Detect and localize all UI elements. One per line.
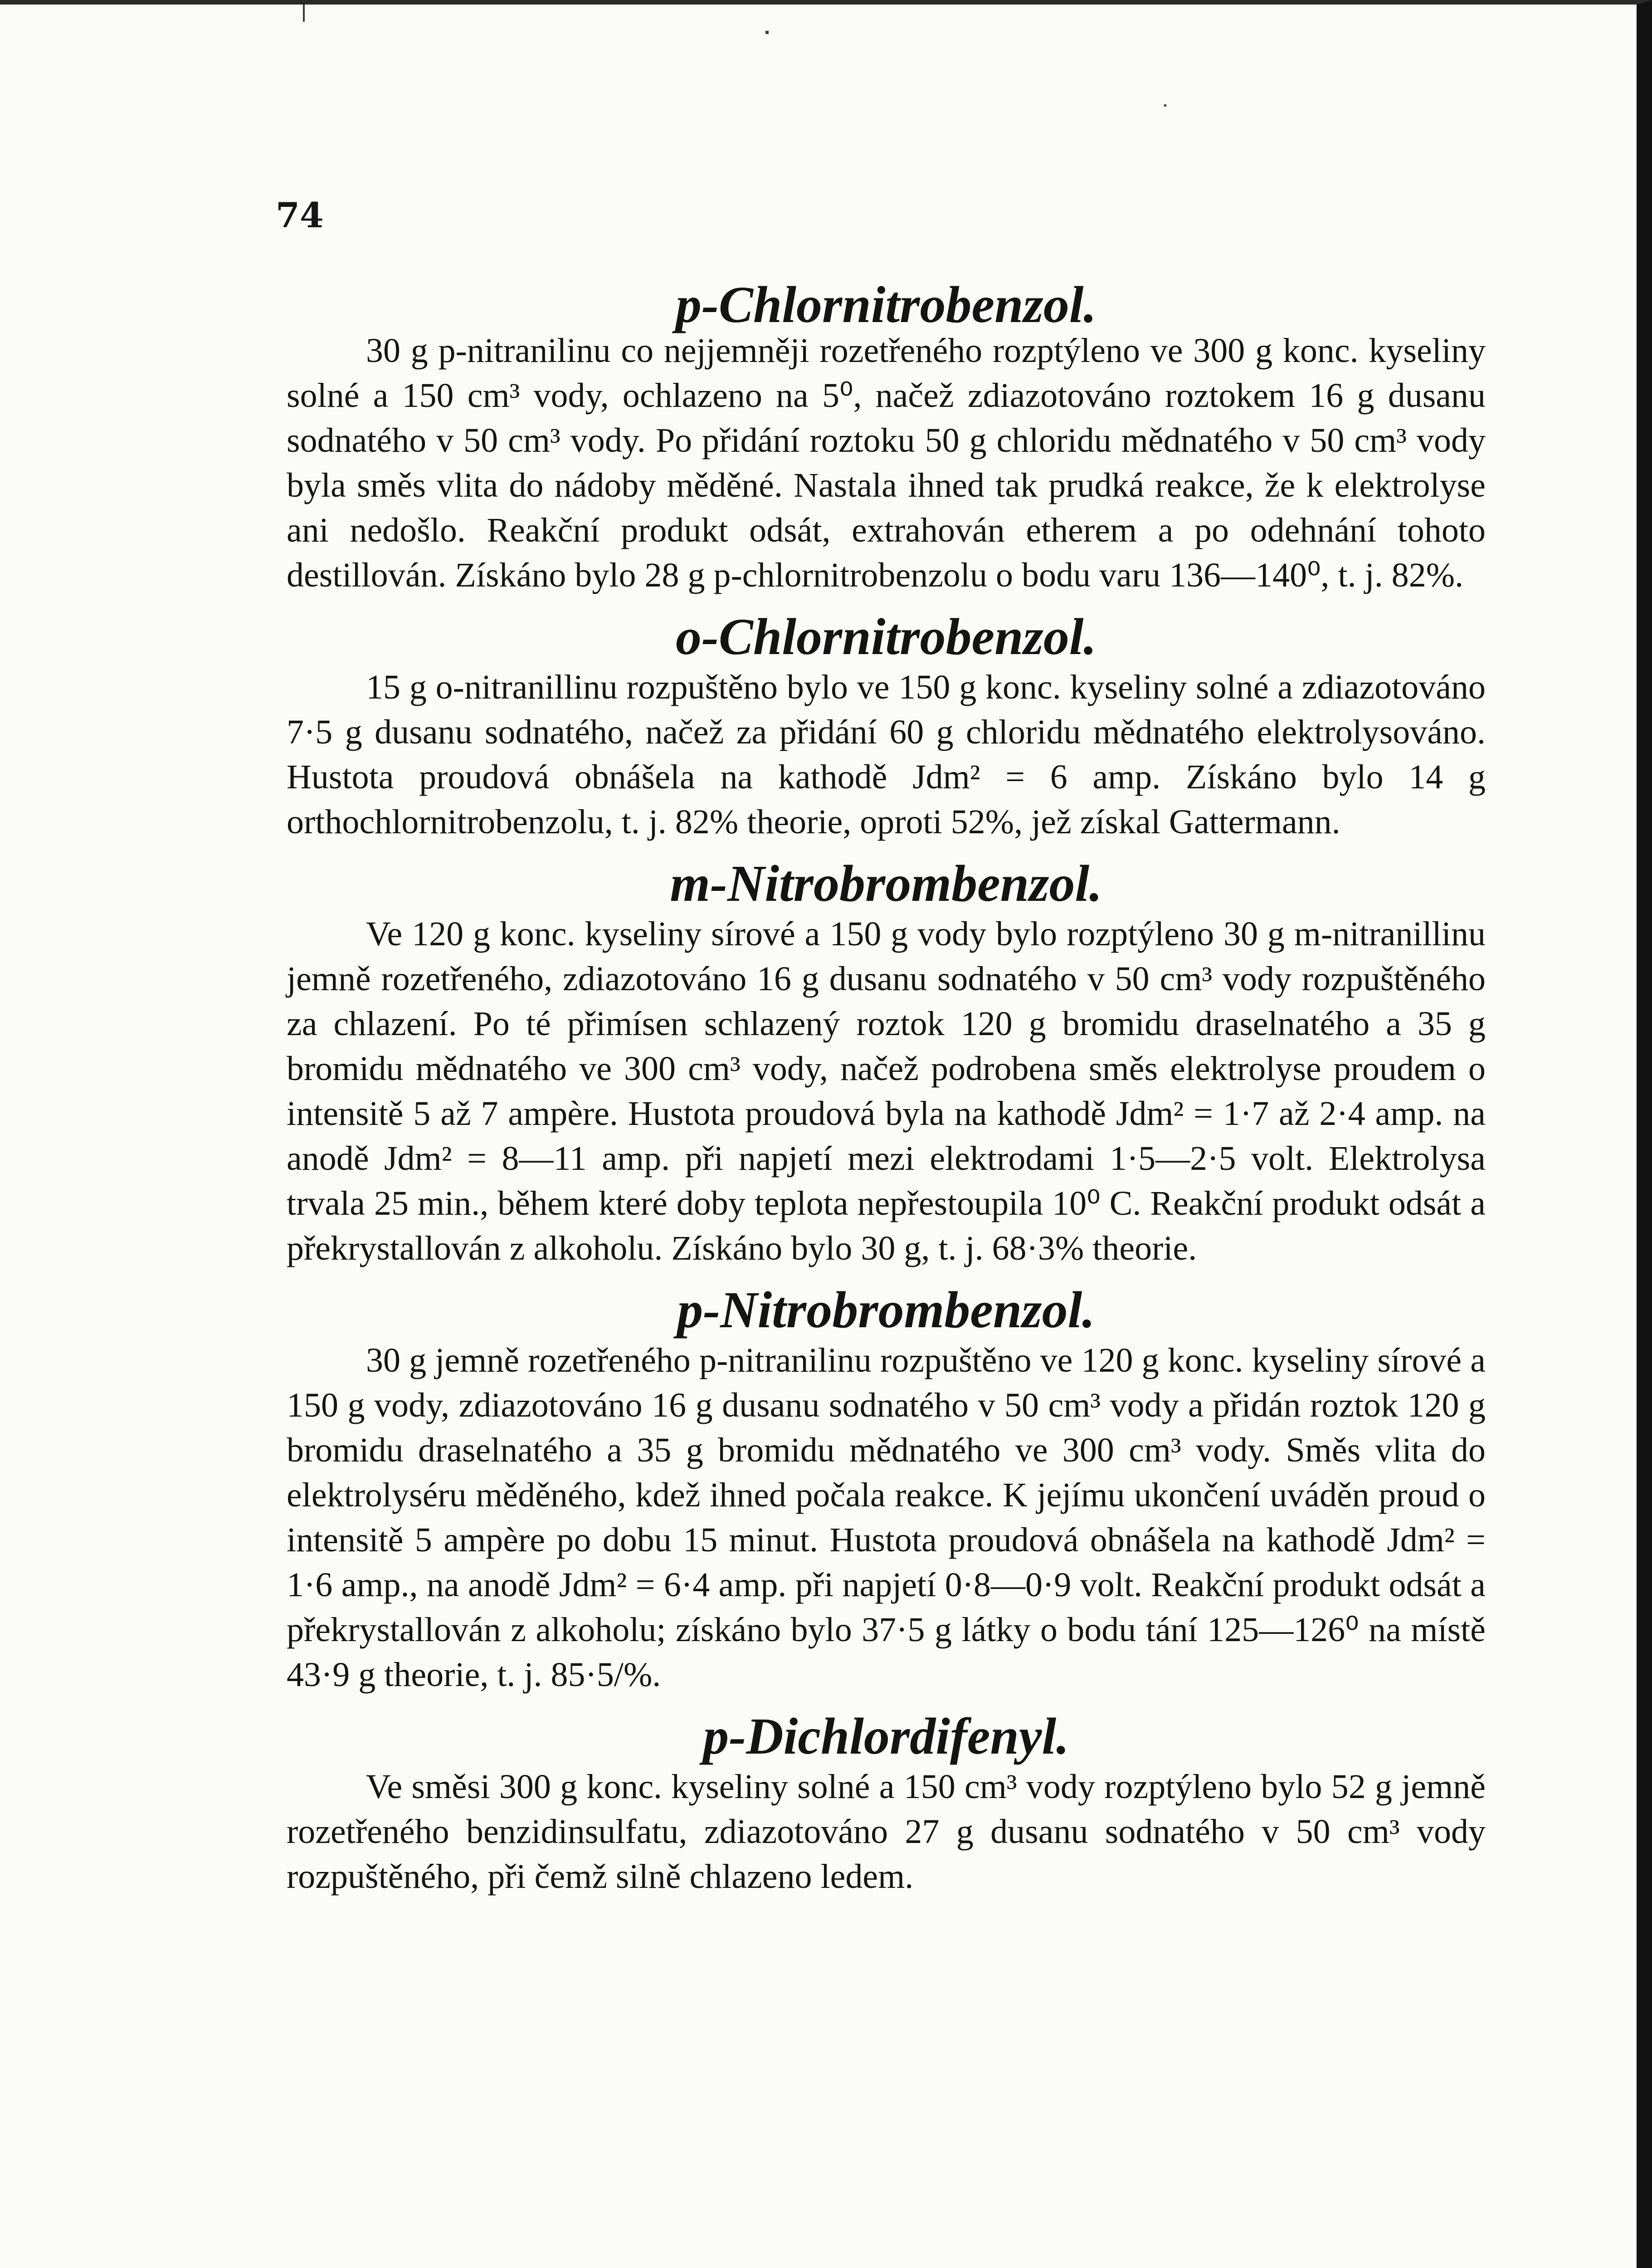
page-number: 74 <box>276 195 324 235</box>
section-title: o-Chlornitrobenzol. <box>675 608 1097 665</box>
section-paragraph: 30 g p-nitranilinu co nejjemněji rozetřeného rozptýleno ve 300 g konc. kyseliny solné a 150 cm³ vody, ochlazeno na 5⁰, načež zdiazotováno roztokem 16 g dusanu sodnatého v 50 cm³ vody. Po přidání roztoku 50 g chloridu mědnatého v 50 cm³ vody byla směs vlita do nádoby měděné. Nastala ihned tak prudká reakce, že k elektrolyse ani nedošlo. Reakční produkt odsát, extrahován etherem a po odehnání tohoto destillován. Získáno bylo 28 g p-chlornitrobenzolu o bodu varu 136—140⁰, t. j. 82%. <box>287 332 1486 594</box>
section-paragraph: 30 g jemně rozetřeného p-nitranilinu rozpuštěno ve 120 g konc. kyseliny sírové a 150 g vody, zdiazotováno 16 g dusanu sodnatého v 50 cm³ vody a přidán roztok 120 g bromidu draselnatého a 35 g bromidu mědnatého ve 300 cm³ vody. Směs vlita do elektrolyséru měděného, kdež ihned počala reakce. K jejímu ukončení uváděn proud o intensitě 5 ampère po dobu 15 minut. Hustota proudová obnášela na kathodě Jdm² = 1·6 amp., na anodě Jdm² = 6·4 amp. při napjetí 0·8—0·9 volt. Reakční produkt odsát a překrystallován z alkoholu; získáno bylo 37·5 g látky o bodu tání 125—126⁰ na místě 43·9 g theorie, t. j. 85·5/%. <box>287 1341 1486 1694</box>
scan-speck <box>765 31 769 34</box>
section-paragraph: Ve 120 g konc. kyseliny sírové a 150 g vody bylo rozptýleno 30 g m-nitranillinu jemně rozetřeného, zdiazotováno 16 g dusanu sodnatého v 50 cm³ vody rozpuštěného za chlazení. Po té přimísen schlazený roztok 120 g bromidu draselnatého a 35 g bromidu mědnatého ve 300 cm³ vody, načež podrobena směs elektrolyse proudem o intensitě 5 až 7 ampère. Hustota proudová byla na kathodě Jdm² = 1·7 až 2·4 amp. na anodě Jdm² = 8—11 amp. při napjetí mezi elektrodami 1·5—2·5 volt. Elektrolysa trvala 25 min., během které doby teplota nepřestoupila 10⁰ C. Reakční produkt odsát a překrystallován z alkoholu. Získáno bylo 30 g, t. j. 68·3% theorie. <box>287 915 1486 1267</box>
scan-speck <box>303 5 305 22</box>
section-p-nitrobrombenzol <box>287 1281 1486 1697</box>
section-title: m-Nitrobrombenzol. <box>670 855 1102 912</box>
scan-speck <box>1164 104 1166 107</box>
section-title: p-Chlornitrobenzol. <box>675 276 1097 333</box>
section-title: p-Nitrobrombenzol. <box>677 1281 1095 1339</box>
section-title: p-Dichlordifenyl. <box>703 1707 1069 1765</box>
page-text <box>287 276 1486 1899</box>
section-paragraph: 15 g o-nitranillinu rozpuštěno bylo ve 150 g konc. kyseliny solné a zdiazotováno 7·5 g dusanu sodnatého, načež za přidání 60 g chloridu mědnatého elektrolysováno. Hustota proudová obnášela na kathodě Jdm² = 6 amp. Získáno bylo 14 g orthochlornitrobenzolu, t. j. 82% theorie, oproti 52%, jež získal Gattermann. <box>287 668 1486 841</box>
section-o-chlornitrobenzol <box>287 608 1486 845</box>
section-paragraph: Ve směsi 300 g konc. kyseliny solné a 150 cm³ vody rozptýleno bylo 52 g jemně rozetřeného benzidinsulfatu, zdiazotováno 27 g dusanu sodnatého v 50 cm³ vody rozpuštěného, při čemž silně chlazeno ledem. <box>287 1768 1486 1896</box>
section-p-dichlordifenyl <box>287 1707 1486 1899</box>
section-m-nitrobrombenzol <box>287 855 1486 1271</box>
section-p-chlornitrobenzol <box>287 276 1486 598</box>
